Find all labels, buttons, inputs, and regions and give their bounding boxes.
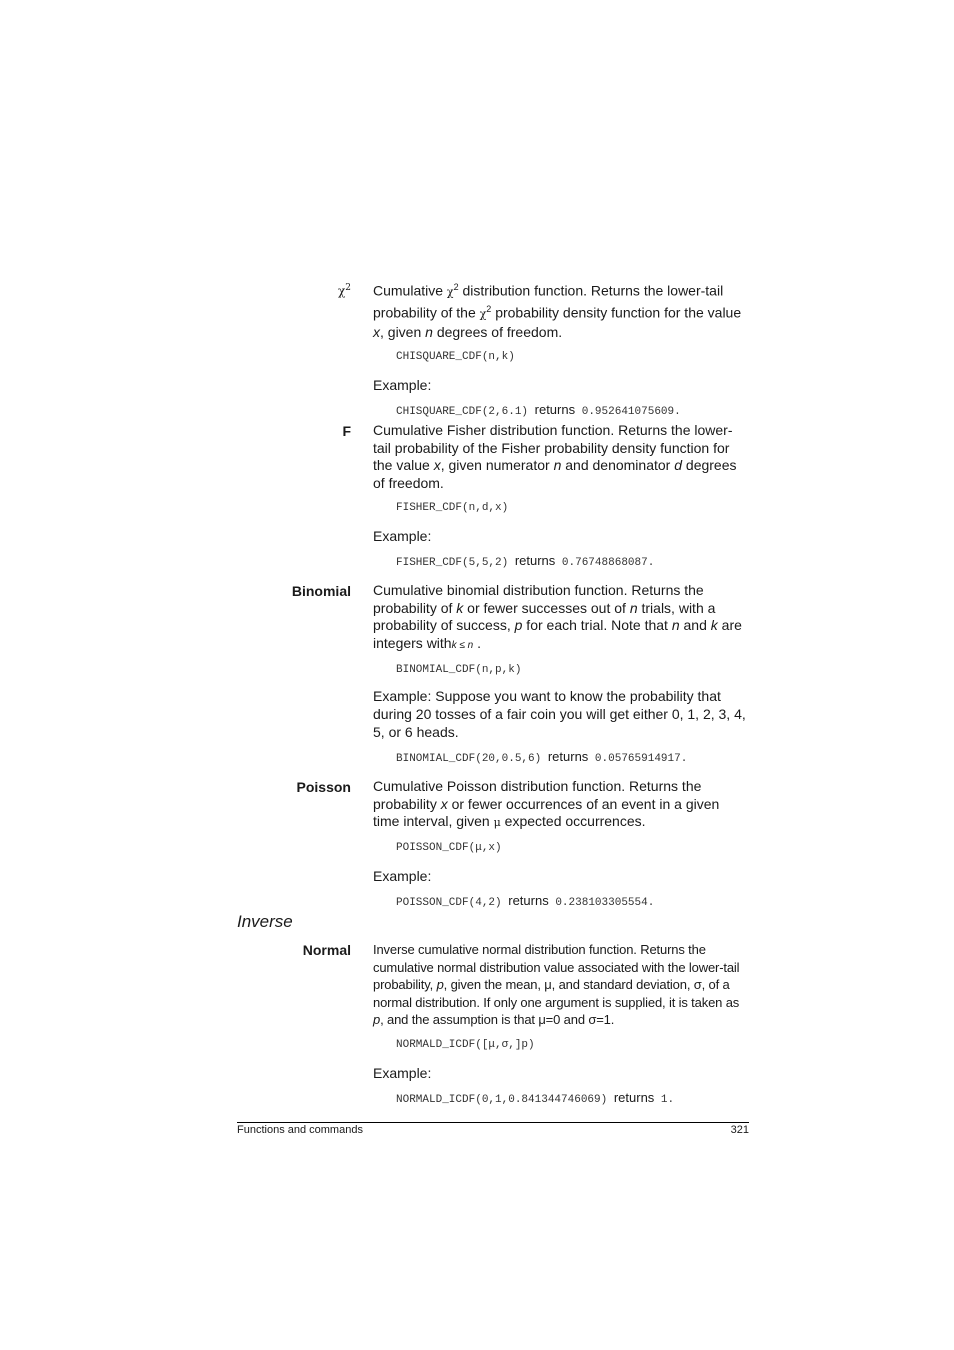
description: Cumulative $\chi^2$ distribution function. Returns the lower-tail probability of the $\chi^2$ probability density function for the value x, given n degrees of freedom. xyxy=(373,282,742,340)
description: Cumulative binomial distribution function. Returns the probability of k or fewer successes out of n trials, with a probability of success, p for each trial. Note that n and k are integers withk ≤ n . xyxy=(373,582,742,651)
term-binomial: Binomial xyxy=(291,583,351,599)
description: Cumulative Fisher distribution function. Returns the lower-tail probability of the Fisher probability density function for the value x, given numerator n and denominator d degrees of freedom. xyxy=(373,422,737,491)
example: BINOMIAL_CDF(20,0.5,6) returns 0.05765914917. xyxy=(396,749,688,766)
term-label: $\chi^2$ xyxy=(337,283,351,298)
entry-body xyxy=(373,422,749,570)
example-label: Example: xyxy=(373,867,432,884)
entry-body xyxy=(373,941,749,1107)
example: POISSON_CDF(4,2) returns 0.238103305554. xyxy=(396,892,655,909)
page-number: 321 xyxy=(730,1124,749,1136)
example-label: Example: xyxy=(373,1064,432,1081)
term-normal: Normal xyxy=(302,942,351,958)
example: FISHER_CDF(5,5,2) returns 0.76748868087. xyxy=(396,553,655,570)
example-label: Example: xyxy=(373,377,432,394)
description: Cumulative Poisson distribution function. Returns the probability x or fewer occurrences of an event in a given time interval, given μ expected occurrences. xyxy=(373,778,720,830)
example: CHISQUARE_CDF(2,6.1) returns 0.952641075609. xyxy=(396,402,681,419)
footer-chapter-title: Functions and commands xyxy=(237,1124,363,1136)
term-fisher: F xyxy=(342,423,351,439)
term-poisson: Poisson xyxy=(296,779,351,795)
entry-body xyxy=(373,582,749,766)
term-superscript: 2 xyxy=(345,283,351,293)
description: Inverse cumulative normal distribution function. Returns the cumulative normal distribution value associated with the lower-tail probability, p, given the mean, μ, and standard deviation, σ, of a normal distribution. If only one argument is supplied, it is taken as p, and the assumption is that μ=0 and σ=1. xyxy=(373,942,740,1028)
syntax: FISHER_CDF(n,d,x) xyxy=(396,502,509,515)
entry-body xyxy=(373,778,749,910)
syntax: BINOMIAL_CDF(n,p,k) xyxy=(396,664,522,677)
section-heading-inverse: Inverse xyxy=(237,912,293,931)
syntax: CHISQUARE_CDF(n,k) xyxy=(396,351,515,364)
entry-body xyxy=(373,279,749,419)
term-chisquare xyxy=(237,279,351,300)
example-label: Example: xyxy=(373,528,432,545)
example-text: Example: Suppose you want to know the probability that during 20 tosses of a fair coin you will get either 0, 1, 2, 3, 4, 5, or 6 heads. xyxy=(373,688,746,740)
example: NORMALD_ICDF(0,1,0.841344746069) returns 1. xyxy=(396,1089,675,1106)
footer-divider xyxy=(237,1122,749,1123)
syntax: POISSON_CDF(μ,x) xyxy=(396,841,502,854)
syntax: NORMALD_ICDF([μ,σ,]p) xyxy=(396,1038,535,1051)
